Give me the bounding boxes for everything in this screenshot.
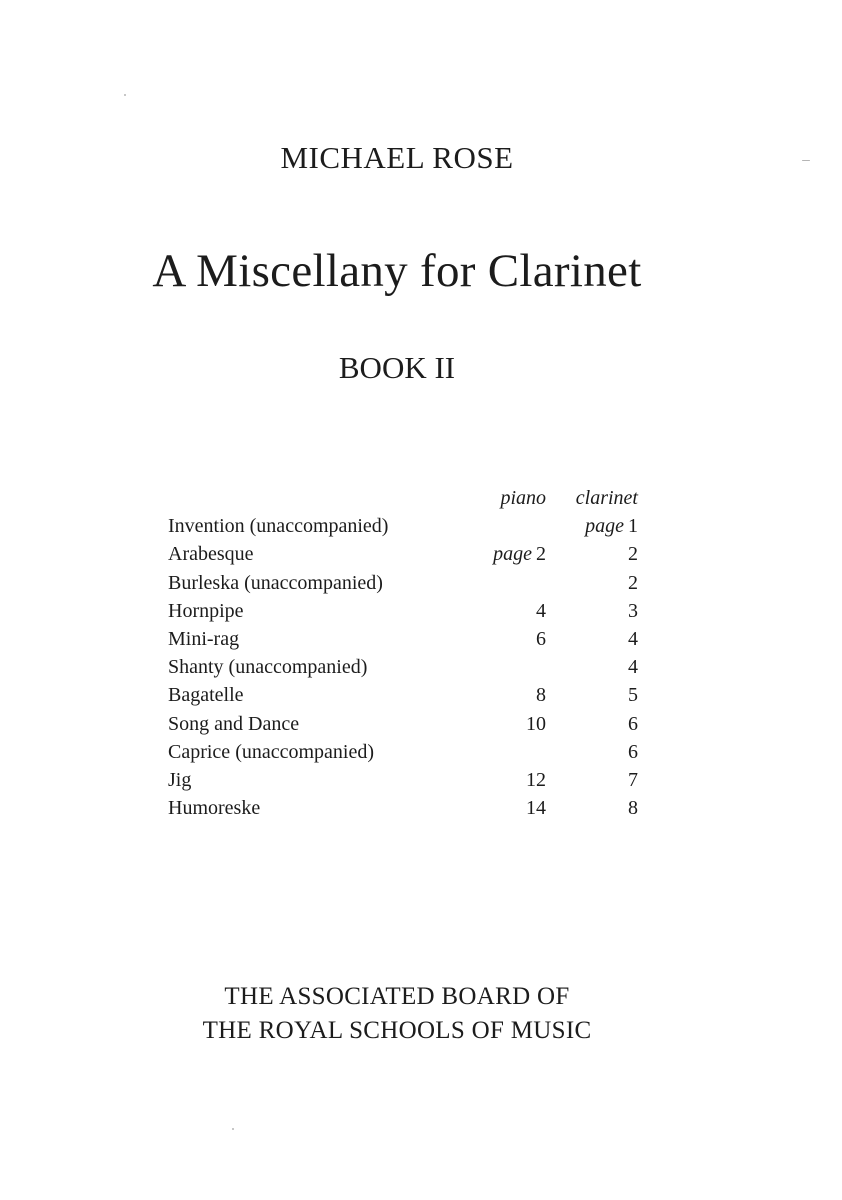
piano-page: 4 bbox=[536, 599, 546, 622]
publisher-line-2: THE ROYAL SCHOOLS OF MUSIC bbox=[202, 1017, 592, 1044]
contents-row bbox=[168, 540, 638, 568]
publisher bbox=[0, 980, 794, 1048]
piece-name: Humoreske bbox=[168, 797, 261, 820]
piano-column-header: piano bbox=[500, 487, 546, 509]
contents-row bbox=[168, 710, 638, 738]
clarinet-page: 2 bbox=[628, 543, 638, 566]
piece-name: Burleska (unaccompanied) bbox=[168, 571, 383, 594]
clarinet-column-header: clarinet bbox=[575, 487, 638, 509]
piece-name: Mini-rag bbox=[168, 627, 240, 650]
contents-row bbox=[168, 625, 638, 653]
book-number: BOOK II bbox=[338, 350, 456, 385]
contents-row bbox=[168, 681, 638, 709]
clarinet-page: 4 bbox=[628, 656, 638, 679]
piece-name: Shanty (unaccompanied) bbox=[168, 656, 368, 679]
piano-page: 14 bbox=[526, 797, 546, 820]
piece-name: Jig bbox=[168, 768, 192, 791]
clarinet-page: 2 bbox=[628, 571, 638, 594]
contents-row bbox=[168, 738, 638, 766]
piano-page: 10 bbox=[526, 712, 546, 735]
clarinet-page: 3 bbox=[628, 599, 638, 622]
piano-page: 12 bbox=[526, 768, 546, 791]
contents-table bbox=[168, 484, 638, 822]
piece-name: Song and Dance bbox=[168, 712, 300, 735]
contents-row bbox=[168, 597, 638, 625]
contents-row bbox=[168, 569, 638, 597]
page-number: 1 bbox=[628, 515, 638, 538]
piano-page bbox=[493, 540, 546, 568]
piece-name: Invention (unaccompanied) bbox=[168, 515, 389, 538]
piece-name: Caprice (unaccompanied) bbox=[168, 740, 375, 763]
clarinet-page: 6 bbox=[628, 712, 638, 735]
page-word: page bbox=[493, 543, 536, 566]
contents-row bbox=[168, 794, 638, 822]
contents-row bbox=[168, 766, 638, 794]
book-title: A Miscellany for Clarinet bbox=[152, 245, 642, 297]
piece-name: Bagatelle bbox=[168, 684, 244, 707]
contents-row bbox=[168, 653, 638, 681]
piano-page: 6 bbox=[536, 627, 546, 650]
page-word: page bbox=[585, 515, 628, 538]
page-number: 2 bbox=[536, 543, 546, 566]
clarinet-page: 4 bbox=[628, 627, 638, 650]
contents-row bbox=[168, 512, 638, 540]
piece-name: Arabesque bbox=[168, 543, 254, 566]
publisher-line-1: THE ASSOCIATED BOARD OF bbox=[224, 983, 570, 1010]
author-name: MICHAEL ROSE bbox=[280, 140, 514, 175]
clarinet-page: 6 bbox=[628, 740, 638, 763]
clarinet-page: 5 bbox=[628, 684, 638, 707]
clarinet-page: 7 bbox=[628, 768, 638, 791]
clarinet-page bbox=[585, 512, 638, 540]
scan-speck bbox=[232, 1128, 234, 1130]
piece-name: Hornpipe bbox=[168, 599, 244, 622]
piano-page: 8 bbox=[536, 684, 546, 707]
scan-speck bbox=[802, 160, 810, 161]
scan-speck bbox=[124, 94, 126, 96]
clarinet-page: 8 bbox=[628, 797, 638, 820]
contents-header-row bbox=[168, 484, 638, 512]
